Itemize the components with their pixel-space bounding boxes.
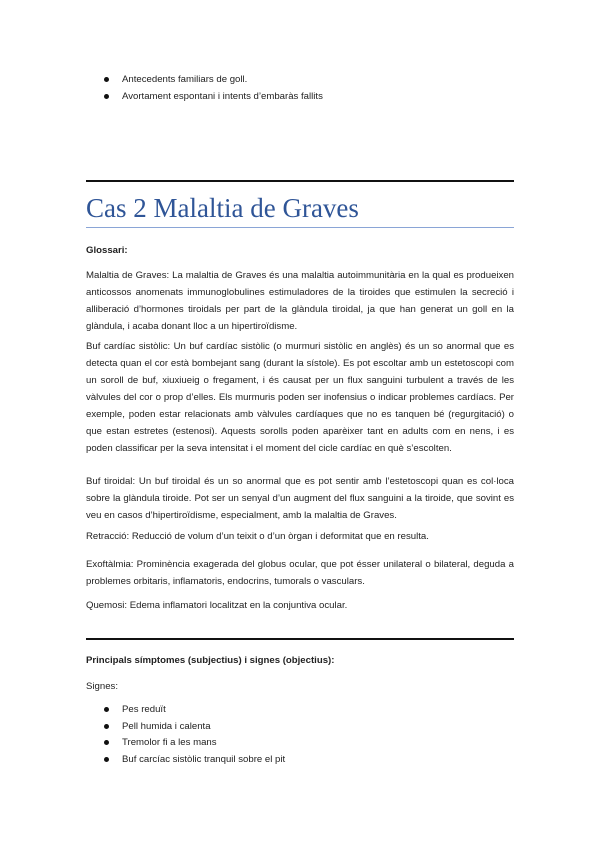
section-divider xyxy=(86,180,514,182)
glossary-graves: Malaltia de Graves: La malaltia de Graves és una malaltia autoimmunitària en la qual es produeixen anticossos anomenats immunoglobulines estimuladores de la tiroides que estimulen la secreció i alliberació d’hormones tiroidals per part de la glàndula tiroidal, ja que han generat un goll en la glàndula, i acaba donant lloc a un hipertiroïdisme. xyxy=(86,270,514,332)
signs-label: Signes: xyxy=(86,681,118,692)
list-item: Tremolor fi a les mans xyxy=(103,736,285,753)
section-divider xyxy=(86,638,514,640)
family-history-list xyxy=(103,73,323,106)
signs-list xyxy=(103,703,285,769)
list-item: Avortament espontani i intents d’embaràs fallits xyxy=(103,90,323,107)
list-item: Antecedents familiars de goll. xyxy=(103,73,323,90)
glossary-exoftalmia: Exoftàlmia: Prominència exagerada del globus ocular, que pot ésser unilateral o bilateral, deguda a problemes orbitaris, inflamatoris, endocrins, tumorals o vasculars. xyxy=(86,559,514,587)
list-item: Pes reduït xyxy=(103,703,285,720)
list-item: Buf carcíac sistòlic tranquil sobre el pit xyxy=(103,753,285,770)
symptoms-heading: Principals símptomes (subjectius) i signes (objectius): xyxy=(86,655,335,666)
section-title: Cas 2 Malaltia de Graves xyxy=(86,193,359,223)
glossary-heading: Glossari: xyxy=(86,245,128,256)
glossary-buf-tiroidal: Buf tiroidal: Un buf tiroidal és un so anormal que es pot sentir amb l’estetoscopi quan es col·loca sobre la glàndula tiroide. Pot ser un senyal d’un augment del flux sanguini a la tiroide, que sovint es veu en casos d’hipertiroïdisme, especialment, amb la malaltia de Graves. xyxy=(86,476,514,521)
list-item: Pell humida i calenta xyxy=(103,720,285,737)
glossary-buf-cardiac: Buf cardíac sistòlic: Un buf cardíac sistòlic (o murmuri sistòlic en anglès) és un so anormal que es detecta quan el cor està bombejant sang (durant la sístole). Es pot escoltar amb un estetoscopi com un soroll de buf, xiuxiueig o fregament, i és causat per un flux sanguini turbulent a través de les vàlvules del cor o prop d’elles. Els murmuris poden ser inofensius o indicar problemes cardíacs. Per exemple, poden estar relacionats amb vàlvules cardíaques que no es tanquen bé (regurgitació) o que estan estretes (estenosi). Aquests sorolls poden aparèixer tant en adults com en nens, i es poden classificar per la seva intensitat i el moment del cicle cardíac en què s’escolten. xyxy=(86,341,514,454)
title-underline xyxy=(86,227,514,228)
glossary-retraccio: Retracció: Reducció de volum d’un teixit o d’un òrgan i deformitat que en resulta. xyxy=(86,531,429,542)
glossary-quemosi: Quemosi: Edema inflamatori localitzat en la conjuntiva ocular. xyxy=(86,600,348,611)
